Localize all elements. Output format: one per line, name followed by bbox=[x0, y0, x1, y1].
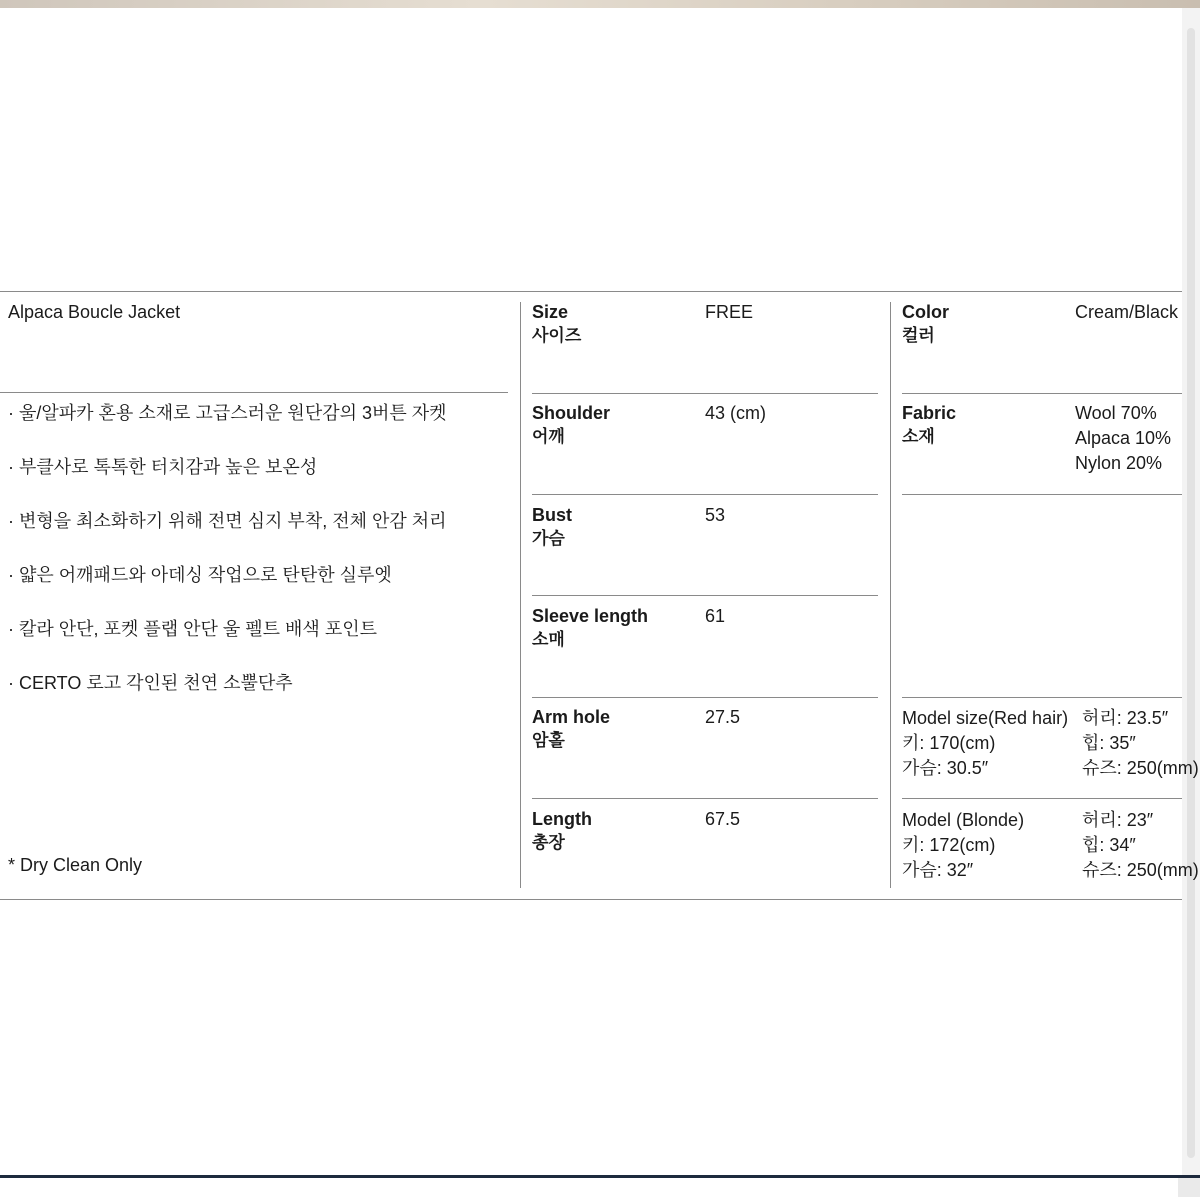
feature-item: · 변형을 최소화하기 위해 전면 심지 부착, 전체 안감 처리 bbox=[8, 511, 447, 531]
bust-label-en: Bust bbox=[532, 505, 572, 525]
bottom-corner bbox=[1178, 1178, 1200, 1197]
length-label-en: Length bbox=[532, 809, 592, 829]
bust-value: 53 bbox=[705, 505, 726, 525]
column-divider-1 bbox=[520, 302, 521, 888]
model-shoes: 슈즈: 250(mm) bbox=[1082, 758, 1199, 778]
product-name: Alpaca Boucle Jacket bbox=[8, 302, 181, 322]
column-divider-2 bbox=[890, 302, 891, 888]
model-title: Model (Blonde) bbox=[902, 810, 1025, 830]
fabric-label-ko: 소재 bbox=[902, 427, 935, 446]
scrollbar-thumb[interactable] bbox=[1187, 28, 1195, 1158]
model-shoes: 슈즈: 250(mm) bbox=[1082, 860, 1199, 880]
fabric-value: Nylon 20% bbox=[1075, 453, 1163, 473]
color-value: Cream/Black bbox=[1075, 302, 1179, 322]
armhole-value: 27.5 bbox=[705, 707, 741, 727]
bottom-bar bbox=[0, 1175, 1200, 1200]
row-divider bbox=[532, 494, 878, 495]
sleeve-label-ko: 소매 bbox=[532, 630, 565, 649]
care-note: * Dry Clean Only bbox=[8, 855, 143, 875]
feature-item: · CERTO 로고 각인된 천연 소뿔단추 bbox=[8, 673, 293, 693]
sleeve-value: 61 bbox=[705, 606, 726, 626]
armhole-label-ko: 암홀 bbox=[532, 731, 565, 750]
top-image-strip bbox=[0, 0, 1200, 8]
row-divider bbox=[902, 494, 1182, 495]
color-label-en: Color bbox=[902, 302, 949, 322]
model-title: Model size(Red hair) bbox=[902, 708, 1069, 728]
row-divider bbox=[532, 393, 878, 394]
bust-label-ko: 가슴 bbox=[532, 529, 565, 548]
feature-item: · 얇은 어깨패드와 아데싱 작업으로 탄탄한 실루엣 bbox=[8, 565, 392, 585]
size-value: FREE bbox=[705, 302, 754, 322]
feature-item: · 부클사로 톡톡한 터치감과 높은 보온성 bbox=[8, 457, 318, 477]
model-bust: 가슴: 32″ bbox=[902, 860, 974, 880]
shoulder-label-ko: 어깨 bbox=[532, 427, 565, 446]
feature-item: · 울/알파카 혼용 소재로 고급스러운 원단감의 3버튼 자켓 bbox=[8, 403, 447, 423]
model-height: 키: 170(cm) bbox=[902, 733, 996, 753]
row-divider bbox=[902, 798, 1182, 799]
fabric-value: Wool 70% bbox=[1075, 403, 1157, 423]
fabric-label-en: Fabric bbox=[902, 403, 957, 423]
fabric-value: Alpaca 10% bbox=[1075, 428, 1172, 448]
product-name-divider bbox=[0, 392, 508, 393]
armhole-label-en: Arm hole bbox=[532, 707, 611, 727]
scrollbar[interactable] bbox=[1182, 8, 1200, 1178]
row-divider bbox=[532, 595, 878, 596]
size-label-ko: 사이즈 bbox=[532, 326, 582, 345]
table-bottom-border bbox=[0, 899, 1182, 900]
row-divider bbox=[902, 697, 1182, 698]
color-label-ko: 컬러 bbox=[902, 326, 935, 345]
row-divider bbox=[532, 697, 878, 698]
model-waist: 허리: 23.5″ bbox=[1082, 708, 1169, 728]
row-divider bbox=[902, 393, 1182, 394]
model-height: 키: 172(cm) bbox=[902, 835, 996, 855]
model-waist: 허리: 23″ bbox=[1082, 810, 1154, 830]
shoulder-label-en: Shoulder bbox=[532, 403, 611, 423]
table-top-border bbox=[0, 291, 1182, 292]
model-bust: 가슴: 30.5″ bbox=[902, 758, 989, 778]
shoulder-value: 43 (cm) bbox=[705, 403, 767, 423]
length-value: 67.5 bbox=[705, 809, 741, 829]
sleeve-label-en: Sleeve length bbox=[532, 606, 649, 626]
row-divider bbox=[532, 798, 878, 799]
length-label-ko: 총장 bbox=[532, 833, 565, 852]
feature-item: · 칼라 안단, 포켓 플랩 안단 울 펠트 배색 포인트 bbox=[8, 619, 377, 639]
model-hip: 힙: 35″ bbox=[1082, 733, 1136, 753]
model-hip: 힙: 34″ bbox=[1082, 835, 1136, 855]
size-label-en: Size bbox=[532, 302, 569, 322]
